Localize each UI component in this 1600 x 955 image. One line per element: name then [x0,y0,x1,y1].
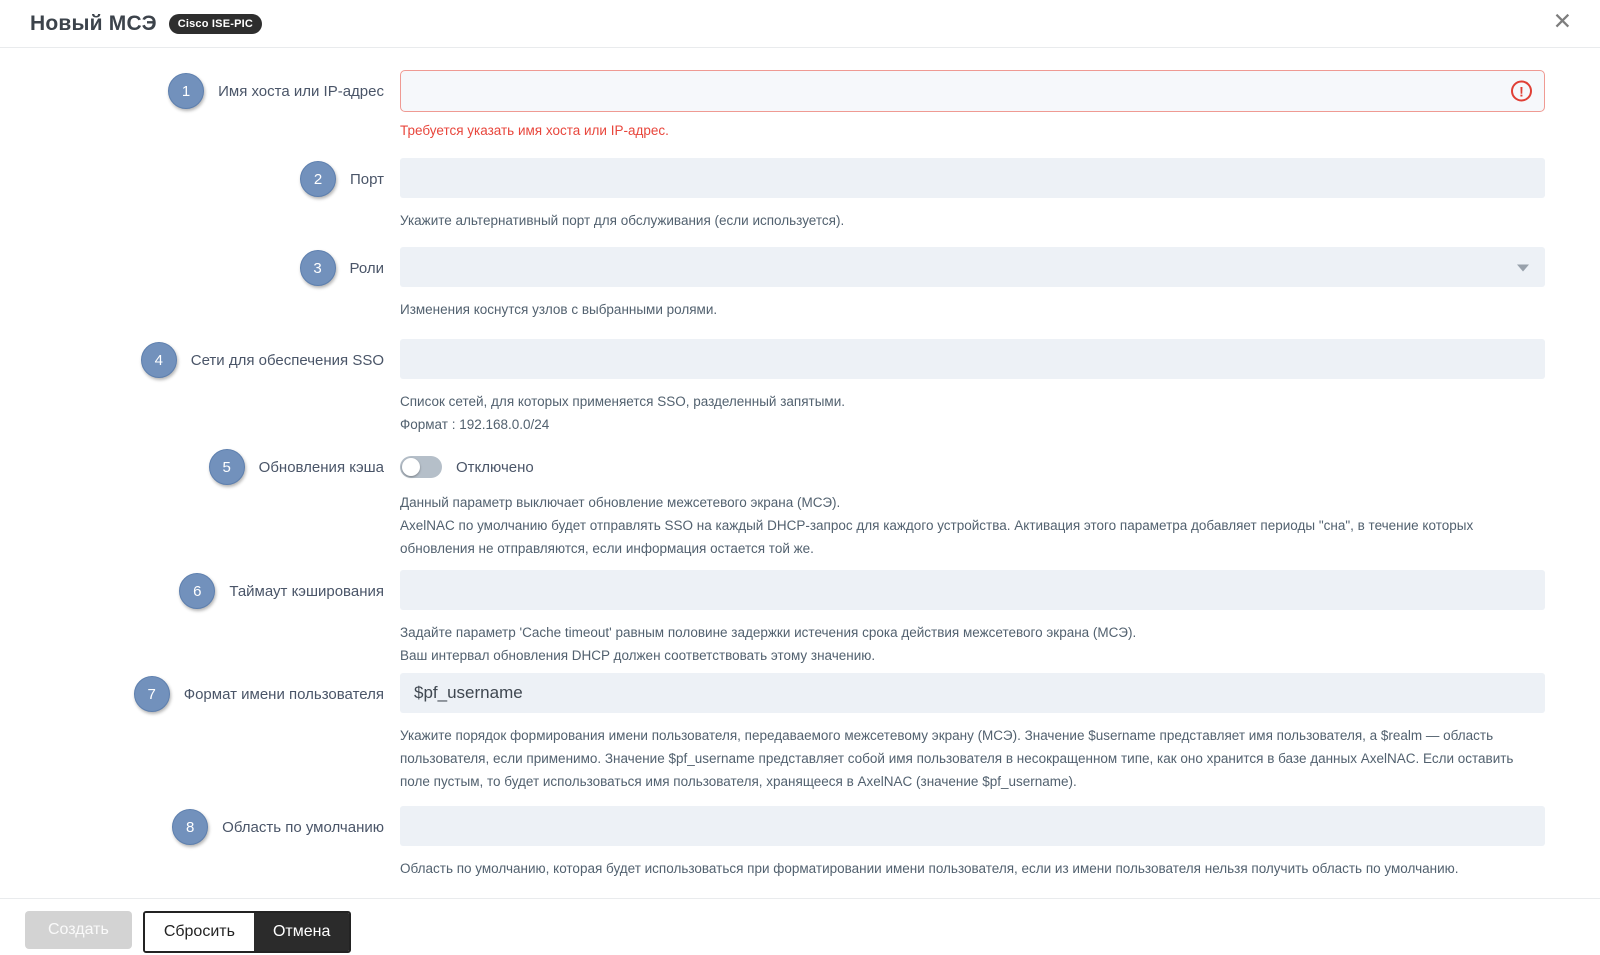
cache-updates-label-col [0,449,400,485]
port-label: Порт [349,170,384,188]
hostname-input[interactable] [400,70,1545,112]
chevron-down-icon [1517,265,1529,272]
hostname-error-text: Требуется указать имя хоста или IP-адрес. [400,123,669,138]
cancel-button[interactable]: Отмена [254,913,349,951]
create-button[interactable]: Создать [25,911,132,949]
step-8-badge: 8 [172,809,208,845]
sso-networks-label: Сети для обеспечения SSO [190,351,384,369]
cache-timeout-label-col [0,570,400,612]
step-5-badge: 5 [209,449,245,485]
row-cache-timeout [0,570,1600,667]
row-roles [0,247,1600,321]
username-format-label: Формат имени пользователя [183,685,384,703]
cache-timeout-input[interactable] [400,570,1545,610]
dialog-footer [0,898,1600,953]
step-3-badge: 3 [300,250,336,286]
roles-label-col [0,247,400,289]
row-username-format [0,673,1600,793]
username-format-label-col [0,673,400,715]
sso-networks-input[interactable] [400,339,1545,379]
default-realm-input[interactable] [400,806,1545,846]
roles-help: Изменения коснутся узлов с выбранными ролями. [400,302,718,317]
cache-updates-help: Данный параметр выключает обновление межсетевого экрана (МСЭ). AxelNAC по умолчанию будет отправлять SSO на каждый DHCP-запрос для каждого устройства. Активация этого параметра добавляет периоды "сна", в течение которых обновления не отправляются, если информация остается той же. [400,495,1474,556]
row-hostname [0,70,1600,138]
row-cache-updates [0,449,1600,560]
cache-updates-toggle-state: Отключено [456,458,534,476]
row-sso-networks [0,339,1600,436]
default-realm-label-col [0,806,400,848]
port-help: Укажите альтернативный порт для обслуживания (если используется). [400,213,845,228]
port-input[interactable] [400,158,1545,198]
page-title: Новый МСЭ [30,11,157,35]
row-port [0,158,1600,232]
close-icon[interactable]: ✕ [1552,8,1572,34]
step-1-badge: 1 [168,73,204,109]
cache-timeout-help: Задайте параметр 'Cache timeout' равным половине задержки истечения срока действия межсетевого экрана (МСЭ). Ваш интервал обновления DHCP должен соответствовать этому значению. [400,625,1137,663]
error-alert-icon: ! [1511,81,1532,102]
step-4-badge: 4 [141,342,177,378]
new-firewall-form [0,48,1600,880]
reset-cancel-group [143,911,352,953]
default-realm-label: Область по умолчанию [222,818,384,836]
cache-updates-label: Обновления кэша [258,458,384,476]
reset-button[interactable]: Сбросить [145,913,254,951]
cache-timeout-label: Таймаут кэширования [229,582,384,600]
step-2-badge: 2 [300,161,336,197]
roles-label: Роли [349,259,384,277]
sso-label-col [0,339,400,381]
sso-networks-help: Список сетей, для которых применяется SSO, разделенный запятыми. Формат : 192.168.0.0/24 [400,394,845,432]
hostname-label-col [0,70,400,112]
hostname-label: Имя хоста или IP-адрес [218,82,384,100]
step-6-badge: 6 [179,573,215,609]
toggle-knob [402,458,420,476]
cisco-ise-pic-badge: Cisco ISE-PIC [169,14,262,34]
row-default-realm [0,806,1600,880]
default-realm-help: Область по умолчанию, которая будет использоваться при форматировании имени пользователя, если из имени пользователя нельзя получить область по умолчанию. [400,861,1459,876]
username-format-input[interactable] [400,673,1545,713]
dialog-header [0,0,1600,48]
cache-updates-toggle[interactable] [400,456,442,478]
port-label-col [0,158,400,200]
username-format-help: Укажите порядок формирования имени пользователя, передаваемого межсетевому экрану (МСЭ). Значение $username представляет имя пользователя, а $realm — область пользователя, если применимо. Значение $pf_username представляет собой имя пользователя в несокращенном типе, как оно хранится в базе данных AxelNAC. Если оставить поле пустым, то будет использоваться имя пользователя, хранящееся в AxelNAC (значение $pf_username). [400,728,1514,789]
step-7-badge: 7 [134,676,170,712]
roles-select[interactable] [400,247,1545,287]
